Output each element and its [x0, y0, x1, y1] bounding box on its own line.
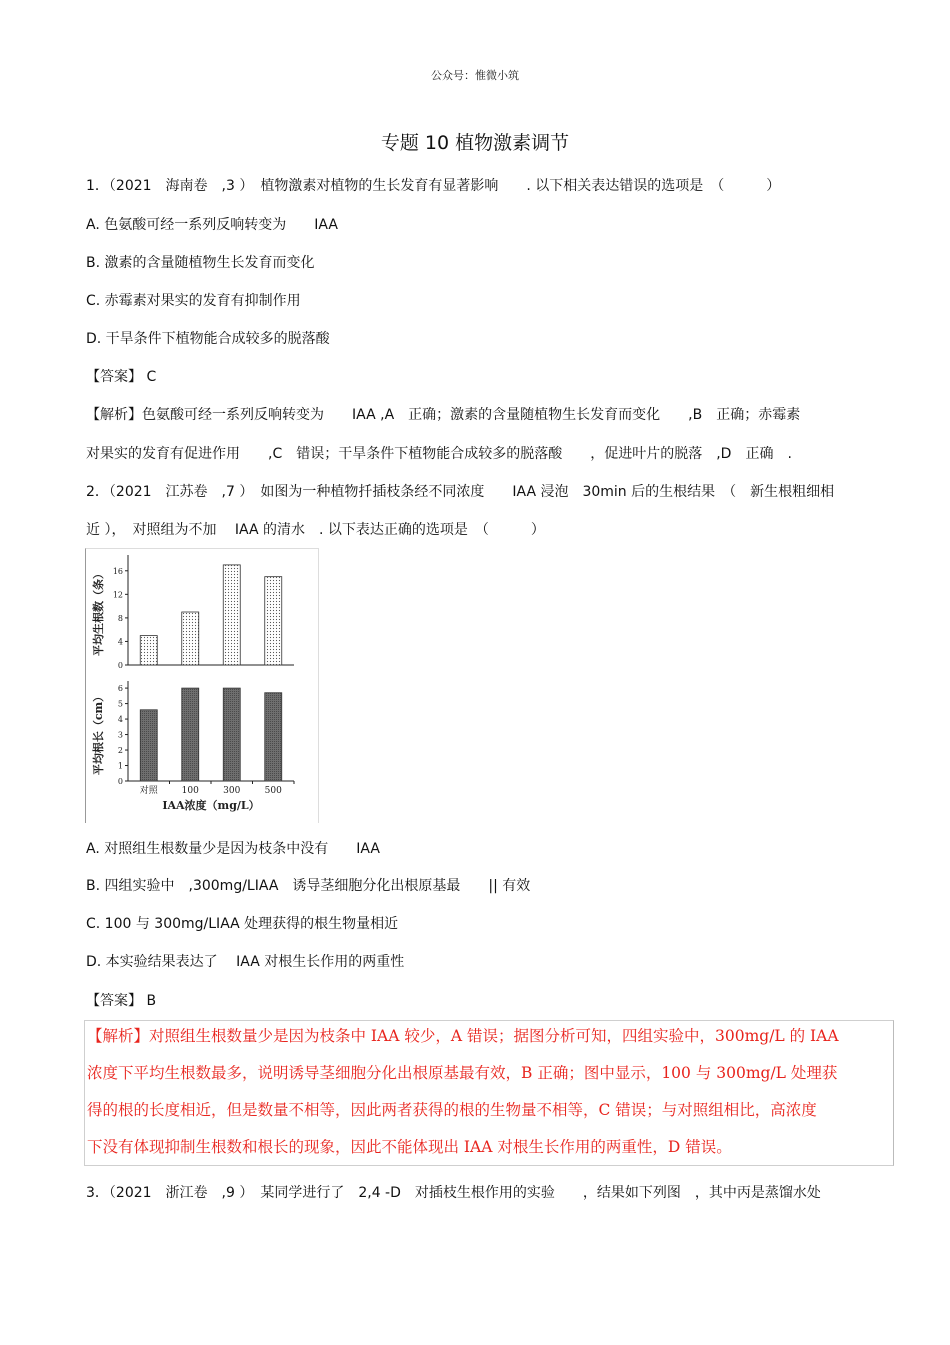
y-tick-label: 0	[117, 777, 123, 786]
y-tick-label: 5	[117, 699, 123, 709]
y-tick-label: 4	[117, 715, 123, 725]
page-title: 专题 10 植物激素调节	[380, 132, 570, 154]
q2-stem-line-2: 近 ）， 对照组为不加 IAA 的清水 . 以下表达正确的选项是 （ ）	[86, 522, 545, 538]
q2-stem-line-1: 2．（2021 江苏卷 ,7 ） 如图为一种植物扦插枝条经不同浓度 IAA 浸泡 30min 后的生根结果 （ 新生根粗细相	[86, 484, 835, 500]
q1-option-c: C. 赤霉素对果实的发育有抑制作用	[86, 293, 301, 309]
q2-analysis-line-3: 得的根的长度相近，但是数量不相等，因此两者获得的根的生物量不相等，C 错误；与对照组相比，高浓度	[87, 1101, 817, 1119]
q2-analysis-box	[84, 1020, 894, 1166]
bar-charts	[86, 549, 318, 823]
y-tick-label: 16	[112, 566, 123, 576]
q1-analysis-line-2: 对果实的发育有促进作用 ,C 错误；干旱条件下植物能合成较多的脱落酸 ，促进叶片的脱落 ,D 正确 .	[86, 446, 792, 462]
bar	[182, 612, 199, 665]
x-axis-label: IAA浓度（mg/L）	[162, 799, 260, 812]
root-length-chart	[91, 681, 294, 812]
q2-option-c: C. 100 与 300mg/LIAA 处理获得的根生物量相近	[86, 916, 399, 932]
bar	[223, 688, 240, 781]
x-tick-label: 100	[181, 786, 199, 796]
q2-option-d: D. 本实验结果表达了 IAA 对根生长作用的两重性	[86, 954, 405, 970]
x-tick-label: 对照	[139, 786, 158, 796]
page-header: 公众号：惟微小筑	[431, 69, 519, 82]
q3-stem: 3．（2021 浙江卷 ,9 ） 某同学进行了 2,4 -D 对插枝生根作用的实验 ，结果如下列图 ，其中丙是蒸馏水处	[86, 1185, 821, 1201]
q2-option-b: B. 四组实验中 ,300mg/LIAA 诱导茎细胞分化出根原基最 || 有效	[86, 878, 531, 894]
chart-frame	[85, 548, 319, 823]
y-axis-label: 平均根长（cm）	[92, 690, 105, 776]
q2-analysis-line-4: 下没有体现抑制生根数和根长的现象，因此不能体现出 IAA 对根生长作用的两重性，D 错误。	[87, 1138, 732, 1156]
q1-stem: 1．（2021 海南卷 ,3 ） 植物激素对植物的生长发育有显著影响 . 以下相关表达错误的选项是 （ ）	[86, 178, 781, 194]
y-tick-label: 8	[117, 613, 123, 623]
bar	[223, 565, 240, 665]
bar	[265, 577, 282, 665]
q1-option-b: B. 激素的含量随植物生长发育而变化	[86, 255, 315, 271]
x-tick-label: 500	[264, 786, 282, 796]
q2-answer: 【答案】 B	[86, 993, 157, 1009]
y-tick-label: 4	[117, 637, 123, 647]
q2-analysis-line-2: 浓度下平均生根数最多，说明诱导茎细胞分化出根原基最有效，B 正确；图中显示，100 与 300mg/L 处理获	[87, 1064, 838, 1082]
q1-option-d: D. 干旱条件下植物能合成较多的脱落酸	[86, 331, 330, 347]
x-tick-label: 300	[223, 786, 241, 796]
root-count-chart	[91, 555, 294, 670]
y-tick-label: 6	[117, 684, 123, 694]
bar	[265, 693, 282, 781]
bar	[140, 636, 157, 665]
y-tick-label: 0	[117, 661, 123, 670]
y-tick-label: 12	[112, 590, 123, 600]
y-tick-label: 2	[117, 746, 123, 756]
y-tick-label: 1	[117, 761, 123, 771]
q2-analysis-line-1: 【解析】对照组生根数量少是因为枝条中 IAA 较少，A 错误；据图分析可知，四组实验中，300mg/L 的 IAA	[87, 1027, 839, 1045]
q2-option-a: A. 对照组生根数量少是因为枝条中没有 IAA	[86, 841, 380, 857]
y-axis-label: 平均生根数（条）	[92, 568, 105, 656]
bar	[182, 688, 199, 781]
bar	[140, 710, 157, 781]
q1-answer: 【答案】 C	[86, 369, 157, 385]
q1-analysis-line-1: 【解析】色氨酸可经一系列反响转变为 IAA ,A 正确；激素的含量随植物生长发育而变化 ,B 正确；赤霉素	[86, 407, 801, 423]
y-tick-label: 3	[117, 730, 123, 740]
q1-option-a: A. 色氨酸可经一系列反响转变为 IAA	[86, 217, 338, 233]
